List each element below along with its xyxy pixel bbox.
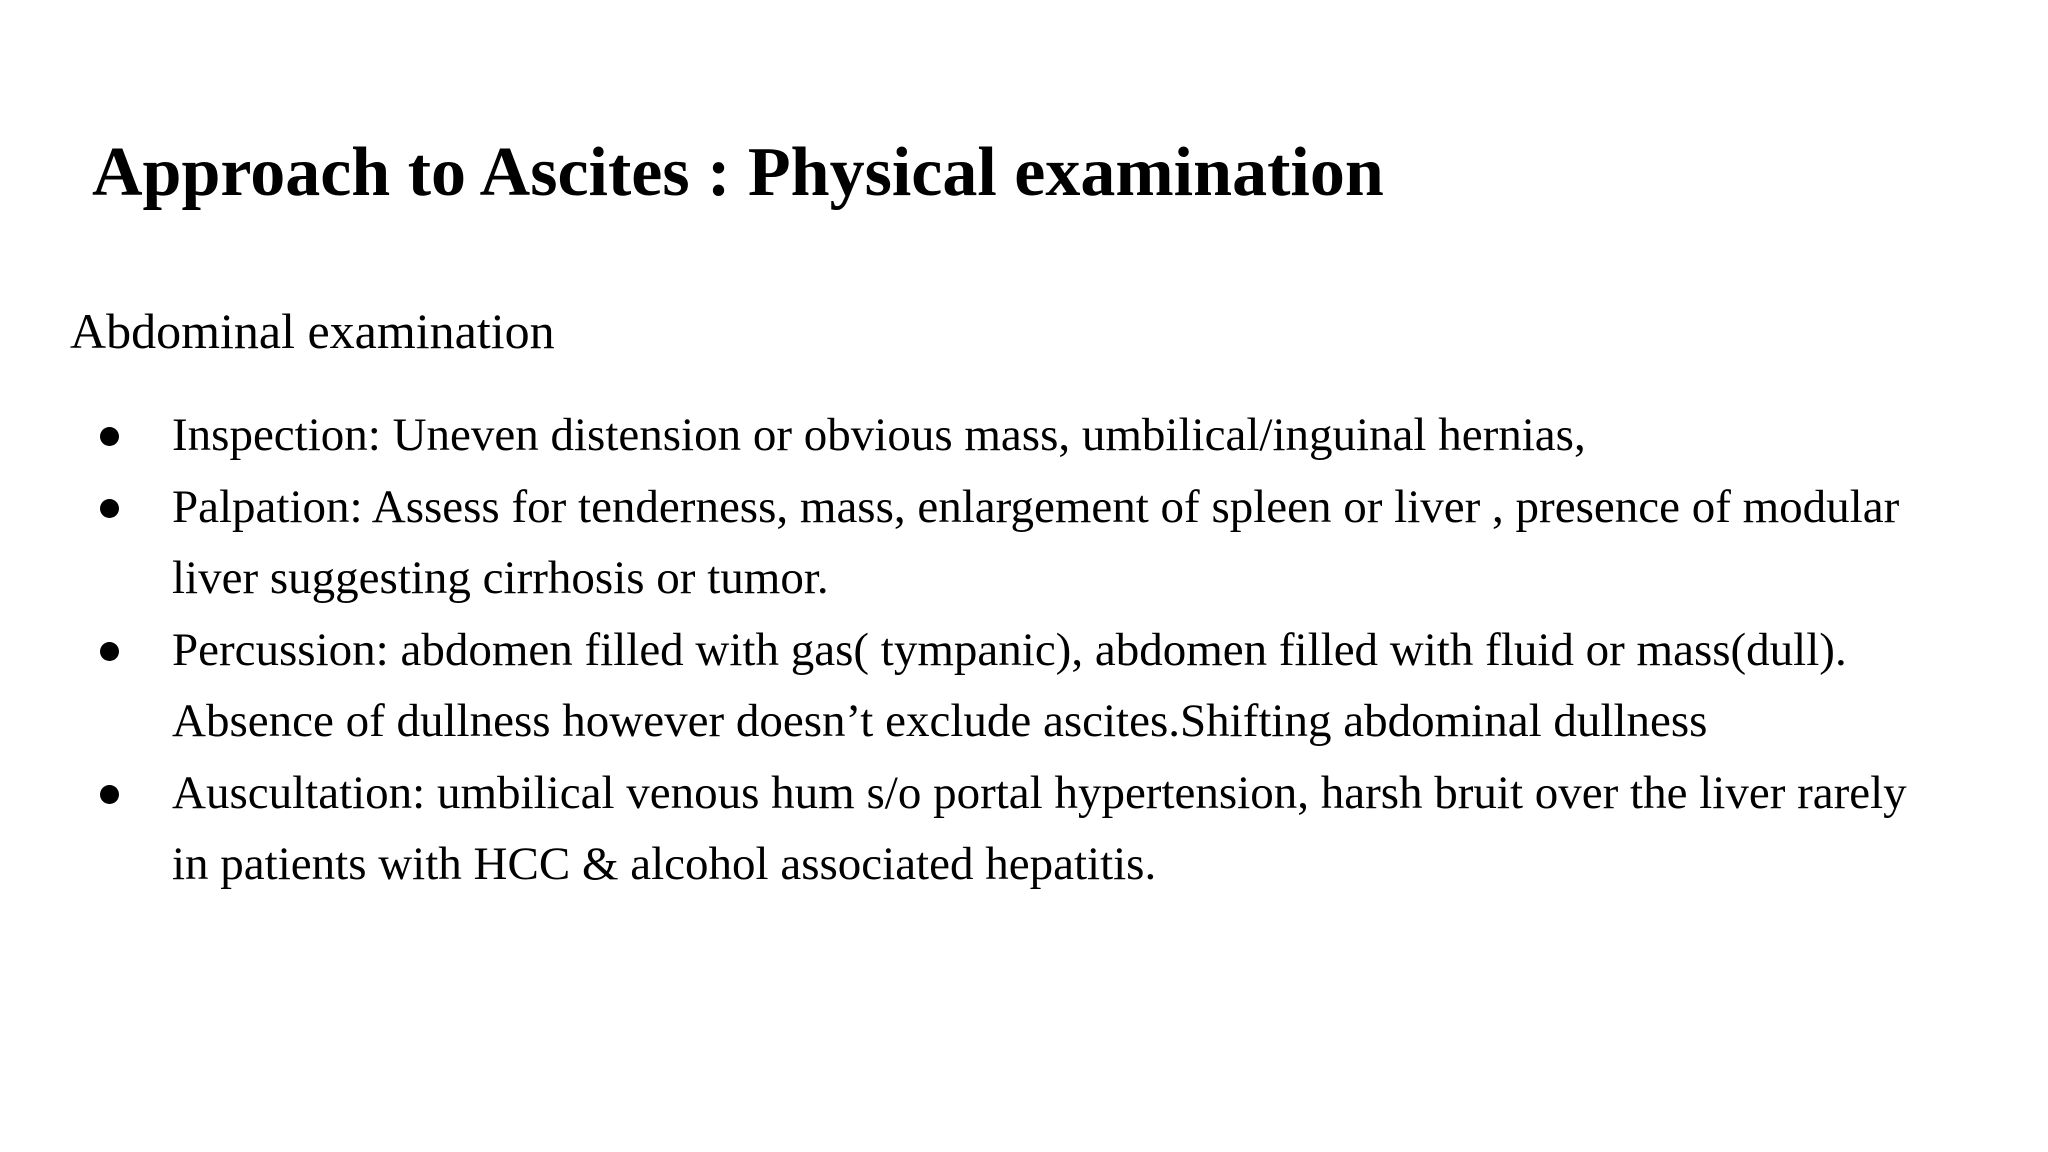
bullet-icon [100, 499, 119, 518]
bullet-icon [100, 642, 119, 661]
bullet-icon [100, 785, 119, 804]
list-item-text: Inspection: Uneven distension or obvious mass, umbilical/inguinal hernias, [172, 409, 1586, 461]
list-item [172, 472, 1942, 615]
list-item-text: Percussion: abdomen filled with gas( tympanic), abdomen filled with fluid or mass(dull). Absence of dullness however doesn’t exclude ascites.Shifting abdominal dullness [172, 623, 1847, 747]
list-item [172, 615, 1942, 758]
list-item-text: Palpation: Assess for tenderness, mass, enlargement of spleen or liver , presence of modular liver suggesting cirrhosis or tumor. [172, 480, 1900, 604]
list-item [172, 758, 1942, 901]
section-subheading: Abdominal examination [70, 303, 555, 359]
list-item [172, 400, 1942, 472]
bullet-list [172, 400, 1942, 901]
bullet-icon [100, 427, 119, 446]
list-item-text: Auscultation: umbilical venous hum s/o portal hypertension, harsh bruit over the liver rarely in patients with HCC & alcohol associated hepatitis. [172, 766, 1907, 890]
slide-title: Approach to Ascites : Physical examination [92, 134, 1384, 211]
